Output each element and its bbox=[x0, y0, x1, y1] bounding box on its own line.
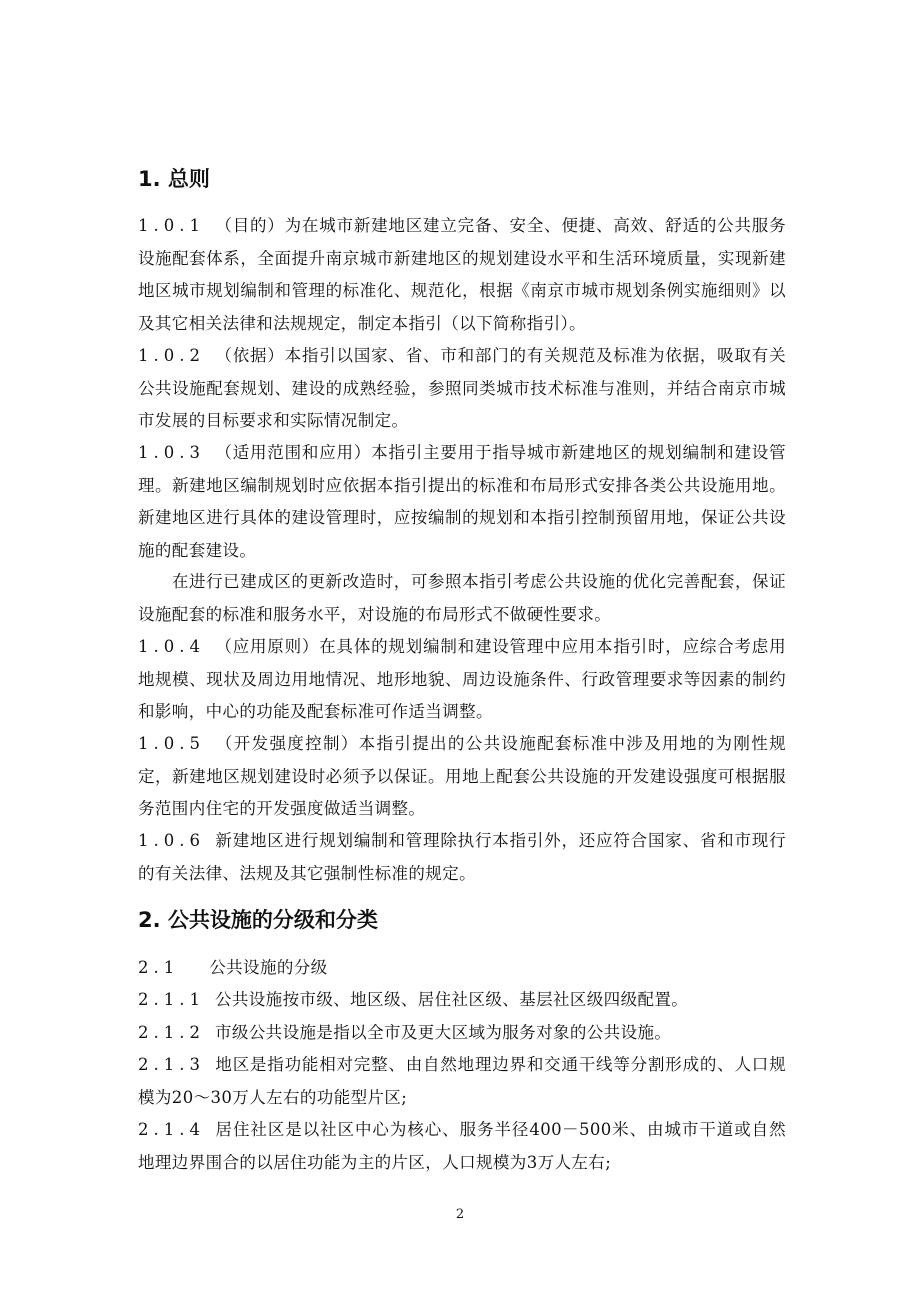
paragraph-1-0-3 bbox=[138, 437, 786, 567]
clause-number: 1.0.4 bbox=[138, 637, 205, 656]
paragraph-2-1-2 bbox=[138, 1017, 786, 1050]
clause-text: （应用原则）在具体的规划编制和建设管理中应用本指引时，应综合考虑用地规模、现状及周边用地情况、地形地貌、周边设施条件、行政管理要求等因素的制约和影响，中心的功能及配套标准可作适当调整。 bbox=[138, 637, 786, 721]
paragraph-1-0-6 bbox=[138, 825, 786, 890]
clause-text: （开发强度控制）本指引提出的公共设施配套标准中涉及用地的为刚性规定，新建地区规划建设时必须予以保证。用地上配套公共设施的开发建设强度可根据服务范围内住宅的开发强度做适当调整。 bbox=[138, 734, 786, 818]
clause-number: 2.1.1 bbox=[138, 990, 205, 1009]
clause-number: 1.0.6 bbox=[138, 831, 205, 850]
clause-number: 2.1.2 bbox=[138, 1023, 205, 1042]
clause-number: 1.0.3 bbox=[138, 443, 205, 462]
clause-number: 1.0.1 bbox=[138, 216, 205, 235]
clause-number: 2.1.4 bbox=[138, 1120, 205, 1139]
clause-text: 市级公共设施是指以全市及更大区域为服务对象的公共设施。 bbox=[214, 1023, 672, 1042]
clause-text: 居住社区是以社区中心为核心、服务半径400－500米、由城市干道或自然地理边界围合的以居住功能为主的片区，人口规模为3万人左右; bbox=[138, 1120, 786, 1172]
paragraph-2-1-1 bbox=[138, 984, 786, 1017]
clause-number: 1.0.5 bbox=[138, 734, 205, 753]
clause-text: 地区是指功能相对完整、由自然地理边界和交通干线等分割形成的、人口规模为20～30万人左右的功能型片区; bbox=[138, 1055, 786, 1107]
clause-text: 新建地区进行规划编制和管理除执行本指引外，还应符合国家、省和市现行的有关法律、法规及其它强制性标准的规定。 bbox=[138, 831, 786, 883]
clause-number: 1.0.2 bbox=[138, 346, 205, 365]
clause-number: 2.1 bbox=[138, 958, 180, 977]
paragraph-2-1 bbox=[138, 952, 786, 985]
clause-text: （适用范围和应用）本指引主要用于指导城市新建地区的规划编制和建设管理。新建地区编制规划时应依据本指引提出的标准和布局形式安排各类公共设施用地。新建地区进行具体的建设管理时，应按编制的规划和本指引控制预留用地，保证公共设施的配套建设。 bbox=[138, 443, 786, 560]
paragraph-renewal-note bbox=[138, 566, 786, 631]
paragraph-1-0-1 bbox=[138, 210, 786, 340]
paragraph-2-1-3 bbox=[138, 1049, 786, 1114]
paragraph-1-0-4 bbox=[138, 631, 786, 729]
paragraph-1-0-2 bbox=[138, 340, 786, 438]
clause-text: （目的）为在城市新建地区建立完备、安全、便捷、高效、舒适的公共服务设施配套体系，全面提升南京城市新建地区的规划建设水平和生活环境质量，实现新建地区城市规划编制和管理的标准化、规范化，根据《南京市城市规划条例实施细则》以及其它相关法律和法规规定，制定本指引（以下简称指引）。 bbox=[138, 216, 786, 333]
section-2-heading: 2. 公共设施的分级和分类 bbox=[138, 908, 378, 932]
clause-text: （依据）本指引以国家、省、市和部门的有关规范及标准为依据，吸取有关公共设施配套规划、建设的成熟经验，参照同类城市技术标准与准则，并结合南京市城市发展的目标要求和实际情况制定。 bbox=[138, 346, 786, 430]
page-number: 2 bbox=[455, 1207, 465, 1222]
clause-number: 2.1.3 bbox=[138, 1055, 205, 1074]
clause-text: 公共设施按市级、地区级、居住社区级、基层社区级四级配置。 bbox=[214, 990, 689, 1009]
clause-text: 公共设施的分级 bbox=[209, 958, 328, 977]
clause-text: 在进行已建成区的更新改造时，可参照本指引考虑公共设施的优化完善配套，保证设施配套的标准和服务水平，对设施的布局形式不做硬性要求。 bbox=[138, 572, 786, 624]
paragraph-2-1-4 bbox=[138, 1114, 786, 1179]
paragraph-1-0-5 bbox=[138, 728, 786, 826]
section-1-heading: 1. 总则 bbox=[138, 167, 210, 191]
